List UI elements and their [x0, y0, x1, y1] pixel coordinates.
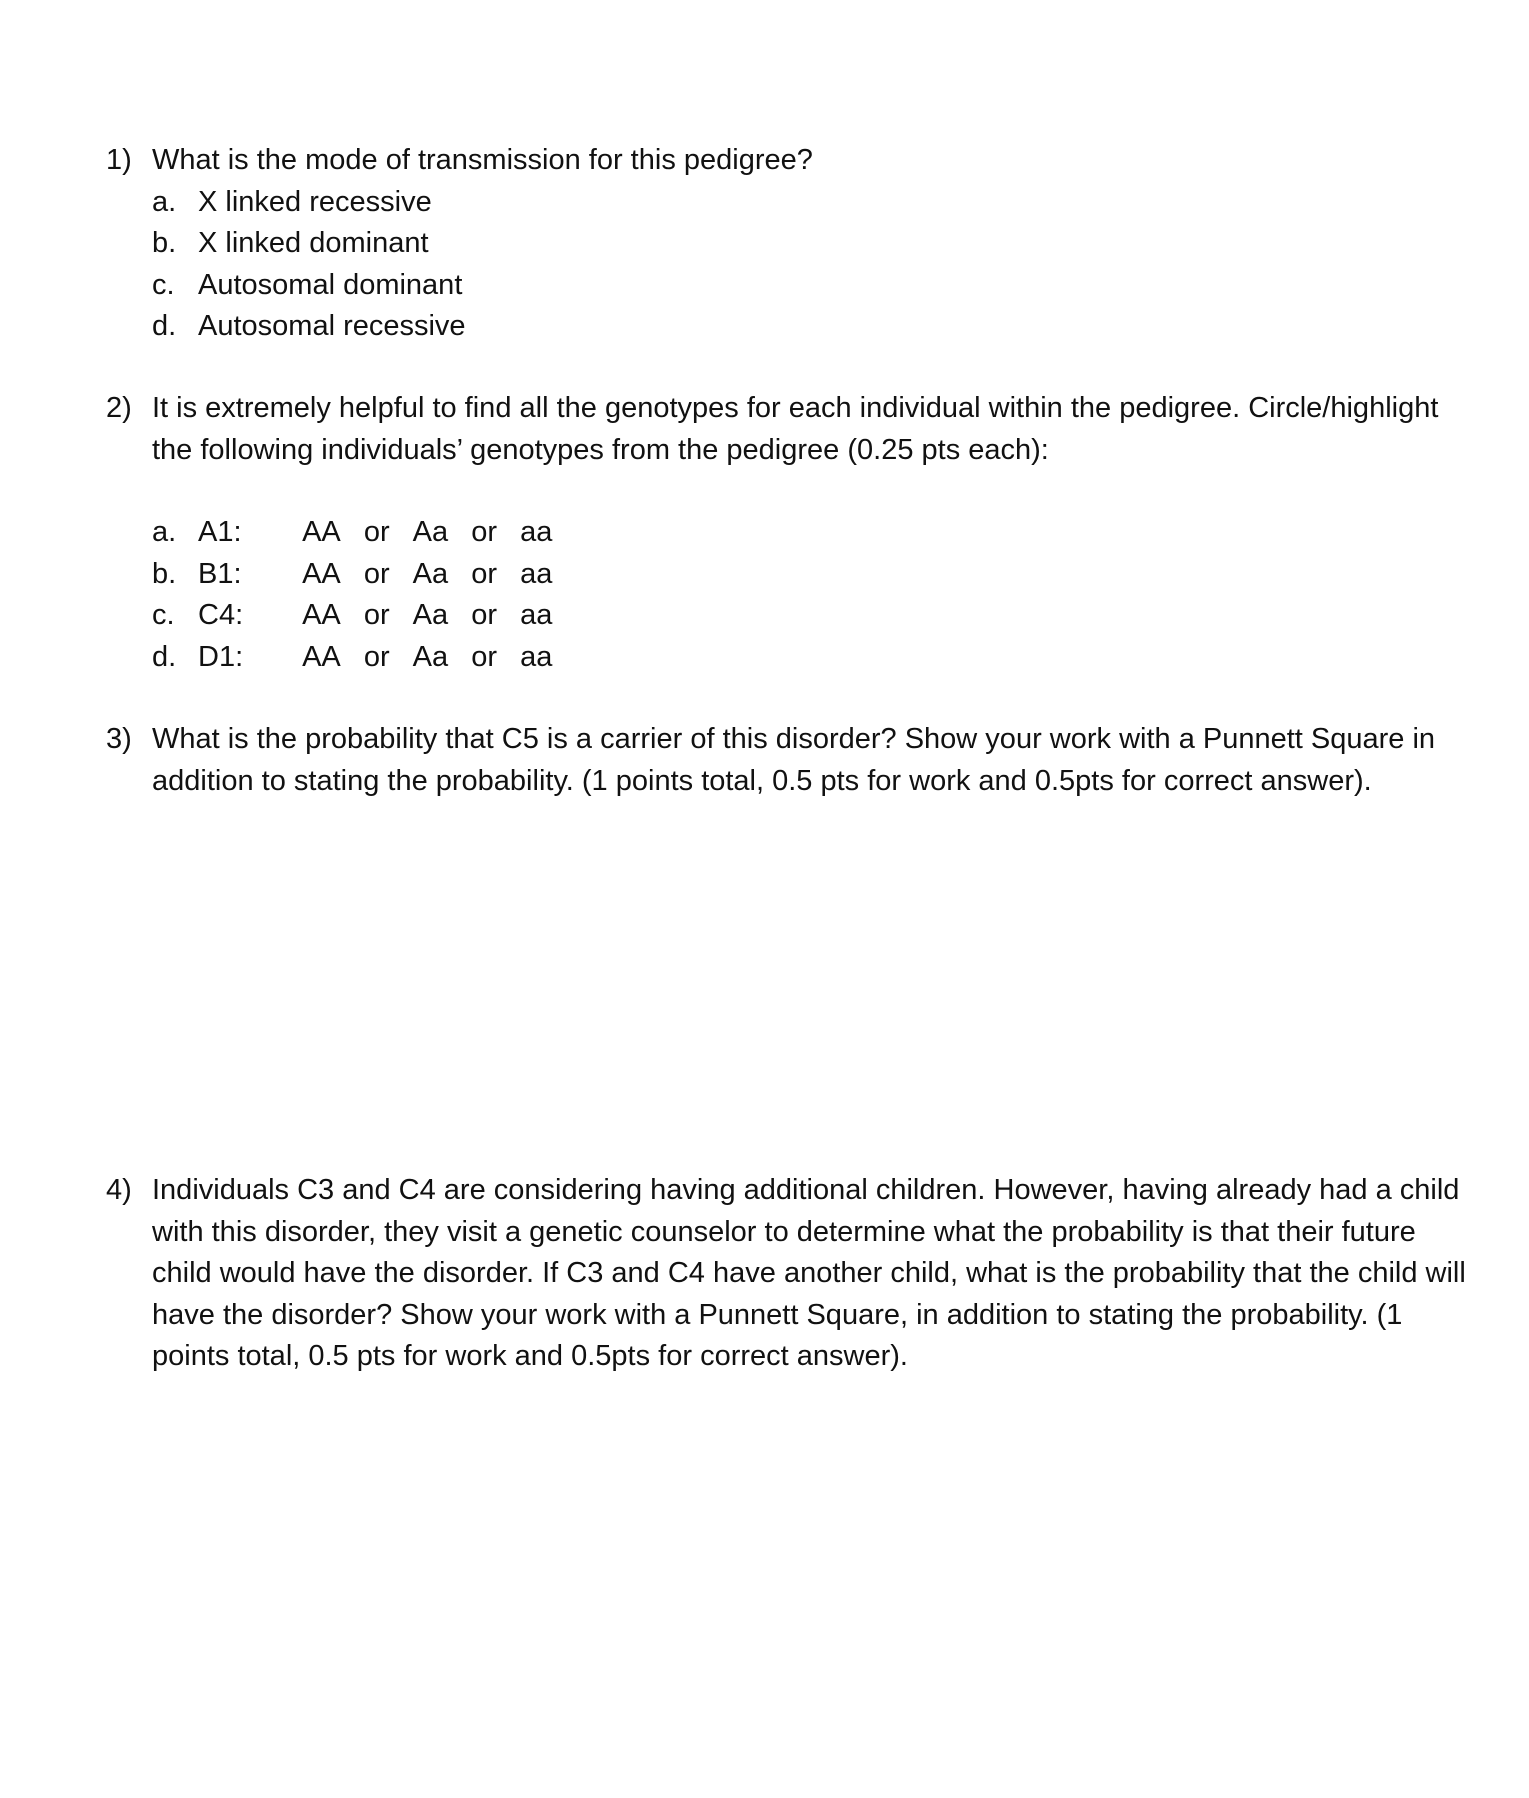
- genotype-option-AA[interactable]: AA: [302, 557, 341, 590]
- option-c: [152, 265, 1466, 307]
- option-a: [152, 182, 1466, 224]
- genotype-item-d1: [152, 637, 1466, 679]
- question-1-text: What is the mode of transmission for this pedigree?: [152, 144, 813, 176]
- option-b: [152, 223, 1466, 265]
- option-letter: d.: [152, 640, 177, 673]
- individual-label: B1:: [198, 557, 242, 590]
- option-letter: a.: [152, 516, 177, 548]
- or-separator: or: [363, 599, 390, 631]
- individual-label: A1:: [198, 516, 242, 548]
- genotype-option-AA[interactable]: AA: [302, 599, 341, 631]
- or-separator: or: [471, 640, 498, 673]
- genotype-items: [152, 512, 1466, 678]
- genotype-option-Aa[interactable]: Aa: [412, 599, 449, 631]
- option-text: X linked recessive: [198, 185, 432, 218]
- genotype-option-aa[interactable]: aa: [520, 599, 553, 631]
- genotype-item-c4: [152, 595, 1466, 637]
- question-2-number: 2): [106, 392, 132, 424]
- question-3-text: What is the probability that C5 is a carrier of this disorder? Show your work with a Punnett Square in addition to stating the probability. (1 points total, 0.5 pts for work and 0.5pts for correct answer).: [152, 723, 1436, 797]
- genotype-option-Aa[interactable]: Aa: [412, 640, 449, 673]
- or-separator: or: [363, 516, 390, 548]
- option-text: Autosomal dominant: [198, 268, 463, 301]
- option-text: X linked dominant: [198, 227, 429, 259]
- option-letter: b.: [152, 557, 177, 590]
- or-separator: or: [471, 516, 498, 548]
- genotype-item-a1: [152, 512, 1466, 554]
- question-4: [106, 1170, 1466, 1378]
- genotype-option-AA[interactable]: AA: [302, 640, 341, 673]
- genotype-option-aa[interactable]: aa: [520, 640, 553, 673]
- question-2-body: [152, 388, 1466, 678]
- individual-label: D1:: [198, 640, 244, 673]
- genotype-option-AA[interactable]: AA: [302, 516, 341, 548]
- or-separator: or: [363, 557, 390, 590]
- option-letter: b.: [152, 227, 177, 259]
- question-4-text: Individuals C3 and C4 are considering having additional children. However, having already had a child with this disorder, they visit a genetic counselor to determine what the probability is that their future child would have the disorder. If C3 and C4 have another child, what is the probability that the child will have the disorder? Show your work with a Punnett Square, in addition to stating the probability. (1 points total, 0.5 pts for work and 0.5pts for correct answer).: [152, 1174, 1466, 1372]
- genotype-item-b1: [152, 554, 1466, 596]
- question-2-text: It is extremely helpful to find all the genotypes for each individual within the pedigree. Circle/highlight the following individuals’ genotypes from the pedigree (0.25 pts each):: [152, 392, 1439, 466]
- individual-label: C4:: [198, 599, 244, 631]
- option-letter: c.: [152, 599, 175, 631]
- option-d: [152, 306, 1466, 348]
- option-letter: a.: [152, 185, 177, 218]
- or-separator: or: [471, 599, 498, 631]
- genotype-option-aa[interactable]: aa: [520, 516, 553, 548]
- question-4-body: [152, 1170, 1466, 1378]
- option-letter: d.: [152, 310, 177, 342]
- or-separator: or: [363, 640, 390, 673]
- question-2: [106, 388, 1466, 678]
- question-1-number: 1): [106, 144, 132, 176]
- genotype-option-Aa[interactable]: Aa: [412, 516, 449, 548]
- genotype-option-aa[interactable]: aa: [520, 557, 553, 590]
- question-1-options: [152, 182, 1466, 348]
- or-separator: or: [471, 557, 498, 590]
- question-3-number: 3): [106, 723, 132, 755]
- option-letter: c.: [152, 268, 175, 301]
- question-3-body: [152, 719, 1466, 802]
- question-4-number: 4): [106, 1174, 132, 1206]
- question-3: [106, 719, 1466, 802]
- question-1-body: [152, 140, 1466, 348]
- genotype-option-Aa[interactable]: Aa: [412, 557, 449, 590]
- option-text: Autosomal recessive: [198, 310, 466, 342]
- question-1: [106, 140, 1466, 348]
